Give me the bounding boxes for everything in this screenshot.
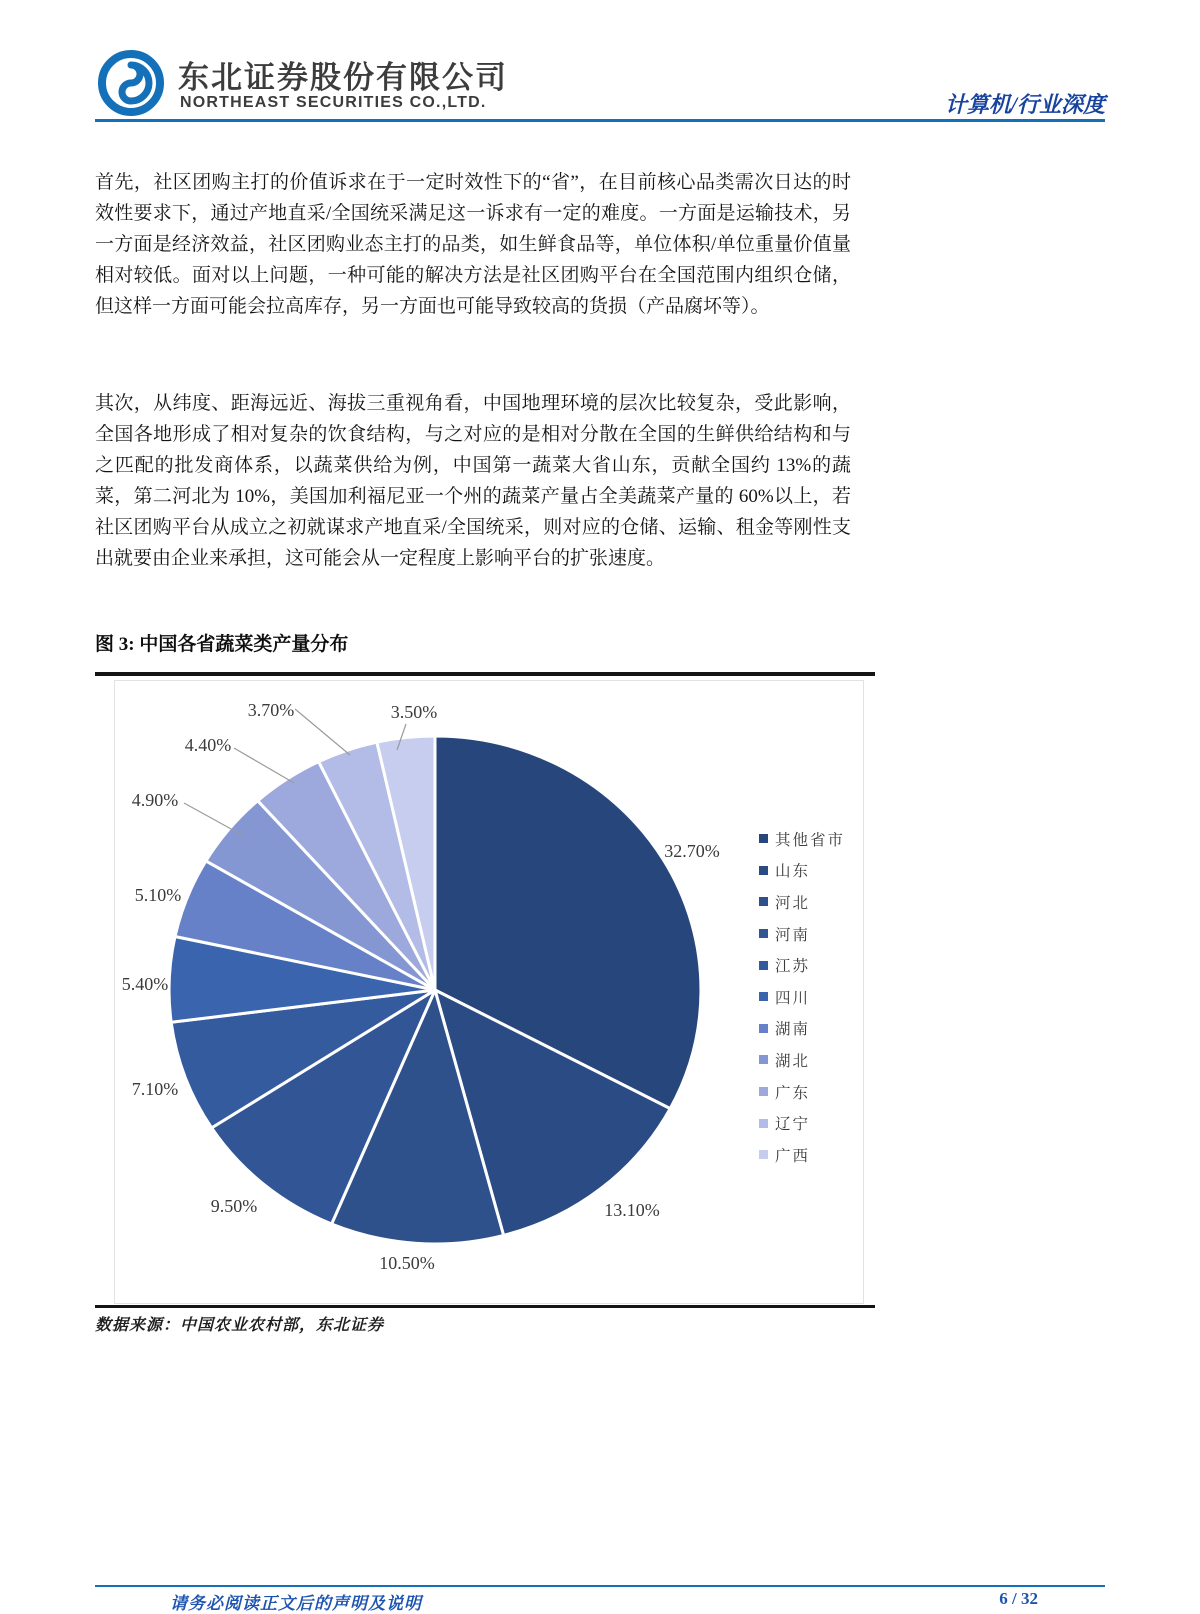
legend-label: 江苏: [775, 958, 811, 976]
paragraph-1: 首先，社区团购主打的价值诉求在于一定时效性下的“省”，在目前核心品类需次日达的时效性要求下，通过产地直采/全国统采满足这一诉求有一定的难度。一方面是运输技术，另一方面是经济效益，社区团购业态主打的品类，如生鲜食品等，单位体积/单位重量价值量相对较低。面对以上问题，一种可能的解决方法是社区团购平台在全国范围内组织仓储，但这样一方面可能会拉高库存，另一方面也可能导致较高的货损（产品腐坏等）。: [95, 172, 851, 317]
legend-marker-icon: [759, 866, 768, 875]
legend-label: 广西: [775, 1147, 811, 1165]
paragraph-2: 其次，从纬度、距海远近、海拔三重视角看，中国地理环境的层次比较复杂，受此影响，全国各地形成了相对复杂的饮食结构，与之对应的是相对分散在全国的生鲜供给结构和与之匹配的批发商体系，以蔬菜供给为例，中国第一蔬菜大省山东，贡献全国约 13%的蔬菜，第二河北为 10%，美国加利福尼亚一个州的蔬菜产量占全美蔬菜产量的 60%以上，若社区团购平台从成立之初就谋求产地直采/全国统采，则对应的仓储、运输、租金等刚性支出就要由企业来承担，这可能会从一定程度上影响平台的扩张速度。: [95, 393, 851, 569]
legend-label: 辽宁: [775, 1116, 811, 1134]
legend-item-湖北: [759, 1044, 845, 1076]
legend-marker-icon: [759, 1055, 768, 1064]
figure-title: 图 3: 中国各省蔬菜类产量分布: [95, 634, 349, 655]
pie-svg: [115, 681, 863, 1303]
legend-marker-icon: [759, 1087, 768, 1096]
leader-line: [234, 748, 294, 783]
chart-legend: [759, 823, 845, 1171]
legend-label: 四川: [775, 989, 811, 1007]
legend-item-广东: [759, 1076, 845, 1108]
slice-label-湖北: 4.90%: [131, 790, 179, 810]
legend-marker-icon: [759, 834, 768, 843]
pie-chart: [114, 680, 864, 1304]
slice-label-河南: 9.50%: [210, 1196, 258, 1216]
legend-item-其他省市: [759, 823, 845, 855]
slice-label-四川: 5.40%: [121, 974, 169, 994]
slice-label-广东: 4.40%: [184, 735, 232, 755]
slice-label-广西: 3.50%: [390, 702, 438, 722]
legend-marker-icon: [759, 1024, 768, 1033]
legend-label: 山东: [775, 863, 811, 881]
slice-label-江苏: 7.10%: [131, 1079, 179, 1099]
header-rule: [95, 119, 1105, 122]
legend-label: 湖南: [775, 1021, 811, 1039]
figure-bottom-rule: [95, 1305, 875, 1308]
report-category: 计算机/行业深度: [944, 92, 1105, 117]
figure-title-rule: [95, 672, 875, 676]
slice-label-湖南: 5.10%: [134, 885, 182, 905]
legend-marker-icon: [759, 961, 768, 970]
footer-rule: [95, 1585, 1105, 1587]
legend-marker-icon: [759, 929, 768, 938]
legend-marker-icon: [759, 1119, 768, 1128]
legend-marker-icon: [759, 897, 768, 906]
northeast-securities-logo-icon: [95, 47, 167, 119]
slice-label-山东: 13.10%: [604, 1200, 660, 1220]
legend-marker-icon: [759, 1150, 768, 1159]
slice-label-河北: 10.50%: [379, 1253, 435, 1273]
leader-line: [184, 803, 242, 835]
legend-item-江苏: [759, 949, 845, 981]
slice-label-其他省市: 32.70%: [664, 841, 720, 861]
legend-label: 湖北: [775, 1052, 811, 1070]
legend-label: 河南: [775, 926, 811, 944]
footer-disclaimer: 请务必阅读正文后的声明及说明: [170, 1594, 422, 1613]
company-name-en: NORTHEAST SECURITIES CO.,LTD.: [180, 94, 487, 111]
legend-item-河北: [759, 886, 845, 918]
data-source: 数据来源：中国农业农村部，东北证券: [95, 1317, 385, 1334]
legend-label: 广东: [775, 1084, 811, 1102]
legend-item-山东: [759, 855, 845, 887]
legend-marker-icon: [759, 992, 768, 1001]
legend-label: 河北: [775, 894, 811, 912]
leader-line: [295, 709, 350, 755]
legend-label: 其他省市: [775, 831, 846, 849]
legend-item-四川: [759, 981, 845, 1013]
legend-item-河南: [759, 918, 845, 950]
company-name-cn: 东北证券股份有限公司: [178, 60, 508, 95]
legend-item-辽宁: [759, 1107, 845, 1139]
footer-page-number: 6 / 32: [999, 1589, 1038, 1608]
legend-item-湖南: [759, 1013, 845, 1045]
slice-label-辽宁: 3.70%: [247, 700, 295, 720]
legend-item-广西: [759, 1139, 845, 1171]
